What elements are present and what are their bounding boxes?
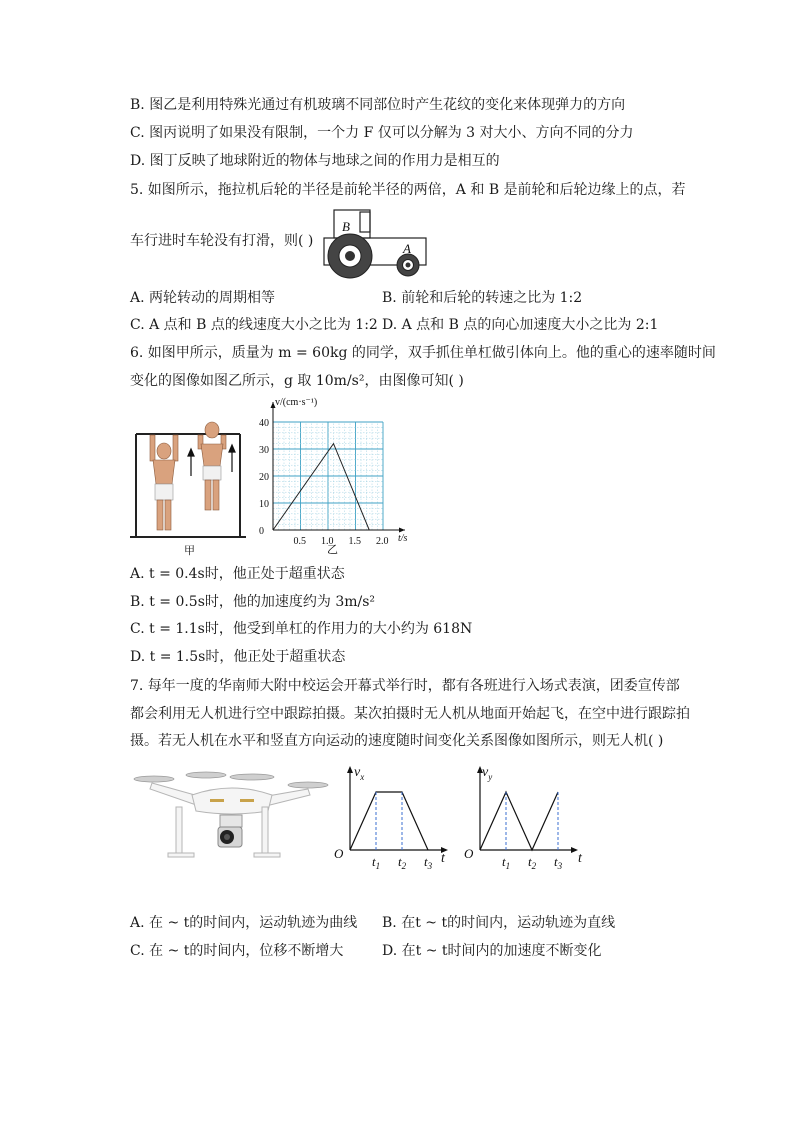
t-tick-label: $t_3$ [424,854,433,871]
t-tick-label: $t_2$ [398,854,407,871]
y-tick-label: 0 [259,526,264,537]
q7-option-a: A. 在 ~ t的时间内，运动轨迹为曲线 [130,915,358,931]
point-a-label: A [403,241,411,256]
vy-origin: O [464,846,474,861]
figure-caption-yi: 乙 [327,544,338,555]
q5-option-b: B. 前轮和后轮的转速之比为 1:2 [382,290,583,306]
q5-option-c: C. A 点和 B 点的线速度大小之比为 1:2 [130,317,378,333]
vy-xlabel: t [578,851,582,866]
point-b-label: B [342,219,350,234]
vy-graph [460,762,592,872]
q5-stem-line1: 5. 如图所示，拖拉机后轮的半径是前轮半径的两倍，A 和 B 是前轮和后轮边缘上的点，若 [130,182,686,198]
q5-stem-line2: 车行进时车轮没有打滑，则( ) [130,233,314,249]
drone-image [132,765,332,865]
vy-ylabel: $v_y$ [482,765,493,782]
t-tick-label: $t_1$ [372,854,381,871]
x-axis-arrow [399,528,405,533]
vt-chart [255,395,425,555]
vx-xlabel: t [441,851,445,866]
vx-ylabel: $v_x$ [354,765,365,782]
v-axis-arrow [347,766,353,773]
pullup-figure [128,418,250,558]
y-tick-label: 10 [259,499,269,510]
q6-stem-line2: 变化的图像如图乙所示，g 取 10m/s²，由图像可知( ) [130,373,464,389]
chart-ticks [259,418,389,547]
person-hanging [150,435,178,530]
q7-stem-line3: 摄。若无人机在水平和竖直方向运动的速度随时间变化关系图像如图所示，则无人机( ) [130,733,664,749]
t-axis-arrow [571,847,578,853]
q7-stem-line1: 7. 每年一度的华南师大附中校运会开幕式举行时，都有各班进行入场式表演，团委宣传部 [130,678,680,694]
q4-option-d: D. 图丁反映了地球附近的物体与地球之间的作用力是相互的 [130,153,500,169]
y-tick-label: 30 [259,445,269,456]
q5-option-d: D. A 点和 B 点的向心加速度大小之比为 2:1 [382,317,659,333]
x-tick-label: 0.5 [293,536,306,547]
q7-stem-line2: 都会利用无人机进行空中跟踪拍摄。某次拍摄时无人机从地面开始起飞，在空中进行跟踪拍 [130,706,690,722]
chart-grid [273,422,383,530]
q7-option-d: D. 在t ~ t时间内的加速度不断变化 [382,943,602,959]
vx-graph [330,762,454,872]
velocity-line [350,792,428,850]
x-tick-label: 1.0 [321,536,334,547]
chart-ylabel: v/(cm·s⁻¹) [275,397,318,408]
q7-option-c: C. 在 ~ t的时间内，位移不断增大 [130,943,344,959]
velocity-line [480,792,558,850]
q5-option-a: A. 两轮转动的周期相等 [130,290,276,306]
x-tick-label: 2.0 [376,536,389,547]
t-tick-label: $t_3$ [554,854,563,871]
q4-option-c: C. 图丙说明了如果没有限制，一个力 F 仅可以分解为 3 对大小、方向不同的分力 [130,125,634,141]
q6-option-d: D. t = 1.5s时，他正处于超重状态 [130,649,346,665]
tractor-figure [320,207,430,279]
q6-option-a: A. t = 0.4s时，他正处于超重状态 [130,566,345,582]
q6-stem-line1: 6. 如图甲所示，质量为 m = 60kg 的同学，双手抓住单杠做引体向上。他的重心的速率随时间 [130,345,716,361]
t-tick-label: $t_2$ [528,854,537,871]
q6-option-c: C. t = 1.1s时，他受到单杠的作用力的大小约为 618N [130,621,473,637]
figure-caption-jia: 甲 [184,545,195,557]
person-pulled-up [198,422,226,510]
y-tick-label: 40 [259,418,269,429]
q7-option-b: B. 在t ~ t的时间内，运动轨迹为直线 [382,915,616,931]
chart-xlabel: t/s [398,533,408,544]
x-tick-label: 1.5 [348,536,361,547]
q4-option-b: B. 图乙是利用特殊光通过有机玻璃不同部位时产生花纹的变化来体现弹力的方向 [130,97,626,113]
q6-option-b: B. t = 0.5s时，他的加速度约为 3m/s² [130,594,376,610]
t-tick-label: $t_1$ [502,854,511,871]
vx-origin: O [334,846,344,861]
y-tick-label: 20 [259,472,269,483]
